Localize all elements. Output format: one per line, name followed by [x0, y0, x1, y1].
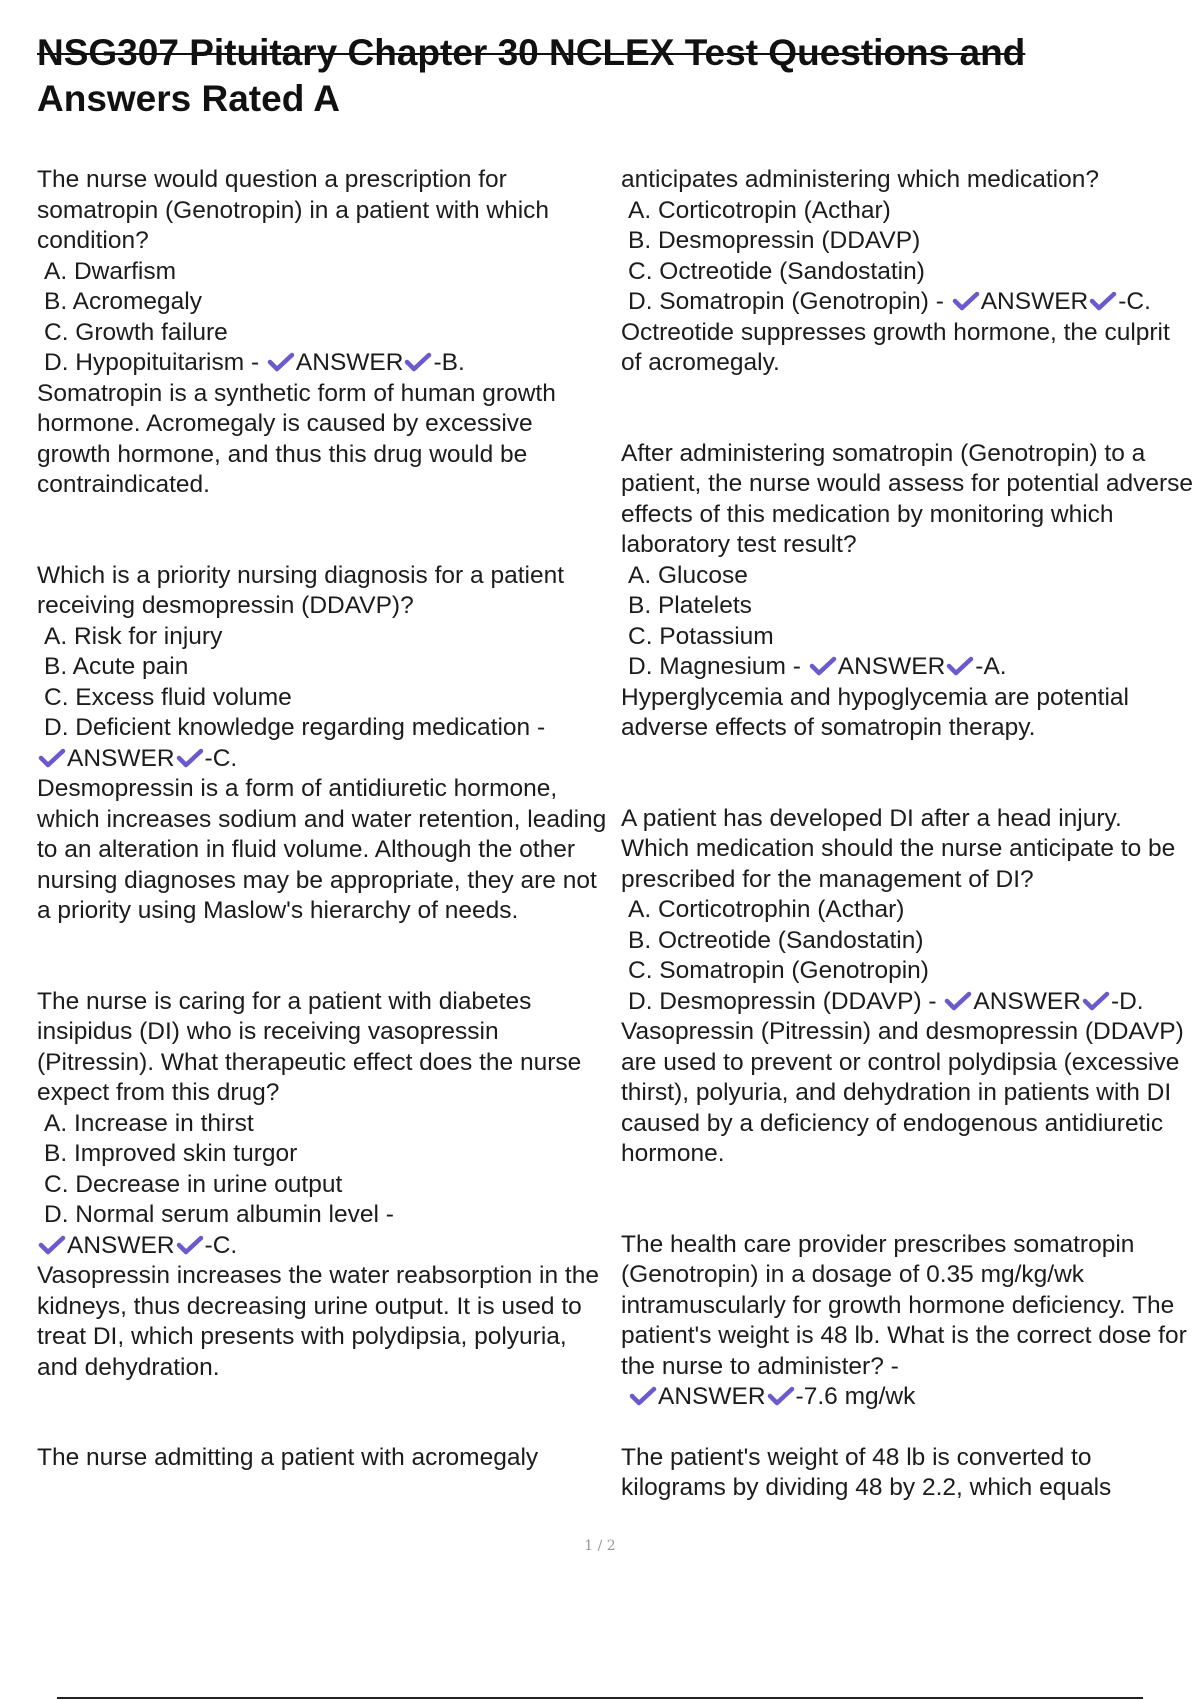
answer-line	[621, 1382, 1196, 1413]
answer-label: ANSWER	[658, 1383, 766, 1410]
rationale: The patient's weight of 48 lb is converted to kilograms by dividing 48 by 2.2, which equals	[621, 1443, 1112, 1501]
question-2	[37, 561, 607, 927]
page-number: 1 / 2	[584, 1538, 616, 1554]
question-stem: The nurse is caring for a patient with diabetes insipidus (DI) who is receiving vasopressin (Pitressin). What therapeutic effect does the nurse expect from this drug?	[37, 987, 582, 1106]
check-icon	[404, 352, 432, 372]
check-icon	[944, 991, 972, 1011]
left-column	[37, 165, 607, 1474]
rationale: Vasopressin increases the water reabsorption in the kidneys, thus decreasing urine output. It is used to treat DI, which presents with polydipsia, polyuria, and dehydration.	[37, 1262, 599, 1381]
question-4-stem-start: The nurse admitting a patient with acromegaly	[37, 1444, 539, 1471]
check-icon	[38, 748, 66, 768]
option: C. Octreotide (Sandostatin)	[628, 257, 925, 285]
option: A. Corticotrophin (Acthar)	[628, 896, 905, 923]
answer-label: ANSWER	[980, 288, 1089, 315]
question-4-continued	[621, 165, 1196, 379]
answer-line	[37, 348, 607, 379]
option: D. Magnesium -	[628, 653, 801, 680]
option: C. Potassium	[628, 622, 774, 650]
option: B. Acromegaly	[44, 288, 202, 315]
option: B. Acute pain	[44, 653, 189, 680]
rationale: Vasopressin (Pitressin) and desmopressin (DDAVP) are used to prevent or control polydipsia (excessive thirst), polyuria, and dehydration in patients with DI caused by a deficiency of endogenous antidiuretic hormone.	[621, 1018, 1184, 1167]
answer-value: -D.	[1110, 987, 1144, 1015]
check-icon	[946, 656, 974, 676]
check-icon	[176, 748, 204, 768]
question-3	[37, 987, 607, 1384]
question-stem: A patient has developed DI after a head injury. Which medication should the nurse anticipate to be prescribed for the management of DI?	[621, 804, 1176, 893]
rationale: Desmopressin is a form of antidiuretic hormone, which increases sodium and water retention, leading to an alteration in fluid volume. Although the other nursing diagnoses may be appropriate, they are not a priority using Maslow's hierarchy of needs.	[37, 775, 607, 924]
option: A. Dwarfism	[44, 257, 177, 285]
option: A. Glucose	[628, 561, 748, 589]
answer-label: ANSWER	[67, 744, 175, 772]
option: A. Increase in thirst	[44, 1109, 254, 1137]
question-stem: After administering somatropin (Genotropin) to a patient, the nurse would assess for potential adverse effects of this medication by monitoring which laboratory test result?	[621, 439, 1194, 558]
check-icon	[1089, 291, 1117, 311]
option: D. Desmopressin (DDAVP) -	[628, 987, 937, 1015]
check-icon	[267, 352, 295, 372]
answer-line	[37, 744, 607, 775]
answer-line	[621, 987, 1196, 1018]
title-line-1: NSG307 Pituitary Chapter 30 NCLEX Test Questions and	[37, 32, 1026, 73]
option: D. Hypopituitarism -	[44, 349, 260, 376]
answer-value: -A.	[975, 653, 1007, 680]
question-1	[37, 165, 607, 501]
answer-value: -C.	[1118, 288, 1151, 315]
answer-value: -7.6 mg/wk	[795, 1383, 916, 1410]
option: D. Somatropin (Genotropin) -	[628, 288, 944, 315]
answer-label: ANSWER	[837, 653, 946, 680]
option: D. Normal serum albumin level -	[44, 1201, 394, 1228]
answer-value: -C.	[204, 1231, 238, 1259]
check-icon	[629, 1386, 657, 1406]
option: A. Risk for injury	[44, 622, 223, 650]
option: B. Octreotide (Sandostatin)	[628, 926, 924, 954]
rationale: Octreotide suppresses growth hormone, the culprit of acromegaly.	[621, 318, 1170, 376]
document-title	[37, 30, 1137, 122]
answer-label: ANSWER	[67, 1231, 175, 1259]
check-icon	[176, 1235, 204, 1255]
answer-label: ANSWER	[295, 349, 404, 376]
question-7	[621, 1230, 1196, 1504]
footer-divider	[57, 1697, 1143, 1699]
answer-line	[621, 287, 1196, 318]
right-column	[621, 165, 1196, 1504]
question-6	[621, 804, 1196, 1170]
option: B. Platelets	[628, 592, 752, 619]
option: B. Desmopressin (DDAVP)	[628, 227, 921, 254]
check-icon	[952, 291, 980, 311]
question-5	[621, 439, 1196, 744]
option: A. Corticotropin (Acthar)	[628, 196, 891, 224]
check-icon	[38, 1235, 66, 1255]
option: C. Excess fluid volume	[44, 683, 292, 711]
option: C. Growth failure	[44, 318, 228, 346]
answer-line	[37, 1231, 607, 1262]
option: D. Deficient knowledge regarding medication -	[44, 714, 546, 741]
option: C. Decrease in urine output	[44, 1170, 343, 1198]
answer-value: -B.	[433, 349, 465, 376]
question-stem: Which is a priority nursing diagnosis for a patient receiving desmopressin (DDAVP)?	[37, 561, 565, 619]
question-stem: The health care provider prescribes somatropin (Genotropin) in a dosage of 0.35 mg/kg/wk intramuscularly for growth hormone deficiency. The patient's weight is 48 lb. What is the correct dose for the nurse to administer? -	[621, 1230, 1187, 1380]
question-stem: The nurse would question a prescription for somatropin (Genotropin) in a patient with which condition?	[37, 166, 550, 254]
title-line-2: Answers Rated A	[37, 78, 340, 119]
rationale: Hyperglycemia and hypoglycemia are potential adverse effects of somatropin therapy.	[621, 683, 1129, 741]
answer-label: ANSWER	[973, 987, 1081, 1015]
option: C. Somatropin (Genotropin)	[628, 957, 929, 984]
check-icon	[809, 656, 837, 676]
check-icon	[1082, 991, 1110, 1011]
answer-line	[621, 652, 1196, 683]
question-stem: anticipates administering which medication?	[621, 166, 1100, 193]
answer-value: -C.	[204, 744, 238, 772]
rationale: Somatropin is a synthetic form of human growth hormone. Acromegaly is caused by excessive growth hormone, and thus this drug would be contraindicated.	[37, 379, 556, 498]
check-icon	[767, 1386, 795, 1406]
option: B. Improved skin turgor	[44, 1140, 298, 1167]
